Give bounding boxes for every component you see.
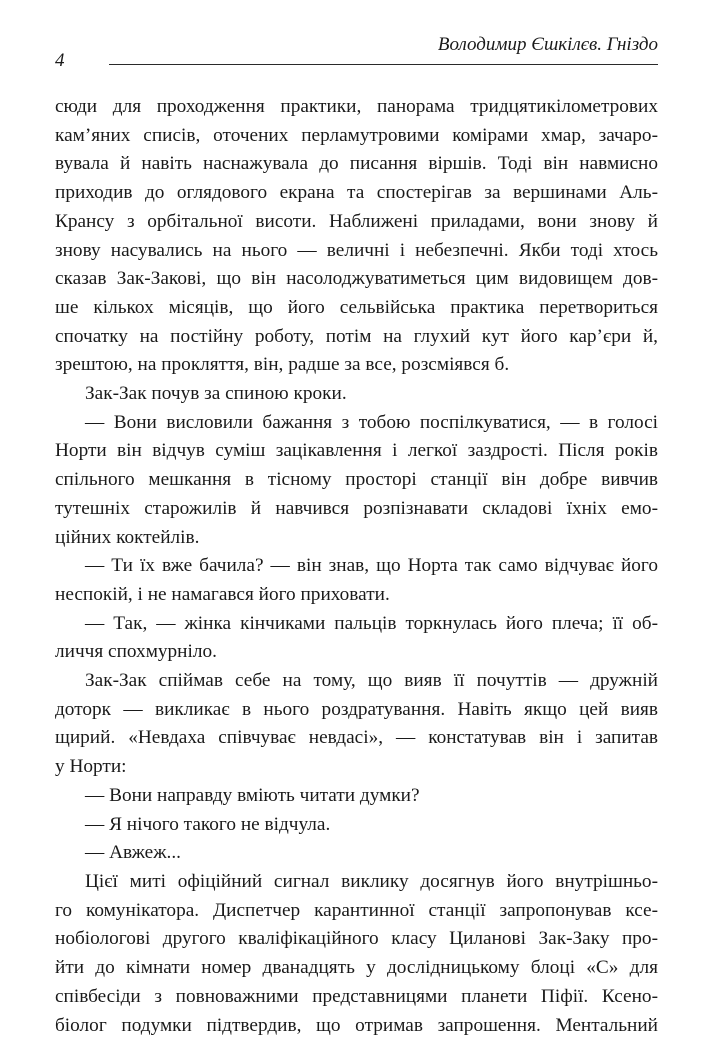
text-line: ційних коктейлів. (55, 524, 658, 553)
text-line: доторк — викликає в нього роздратування. Навіть якщо цей вияв (55, 696, 658, 725)
text-line: зрештою, на прокляття, він, радше за все, розсміявся б. (55, 351, 658, 380)
text-line: — Вони висловили бажання з тобою поспілкуватися, — в голосі (55, 409, 658, 438)
text-line: кам’яних списів, оточених перламутровими комірами хмар, зачаро- (55, 122, 658, 151)
text-line: Цієї миті офіційний сигнал виклику досягнув його внутрішньо- (55, 868, 658, 897)
text-line: — Я нічого такого не відчула. (55, 811, 658, 840)
text-line: біолог подумки підтвердив, що отримав запрошення. Ментальний (55, 1012, 658, 1040)
text-line: сказав Зак-Закові, що він насолоджуватиметься цим видовищем дов- (55, 265, 658, 294)
text-line: приходив до оглядового екрана та спостерігав за вершинами Аль- (55, 179, 658, 208)
text-line: вувала й навіть наснажувала до писання віршів. Тоді він навмисно (55, 150, 658, 179)
text-line: знову насувались на нього — величні і небезпечні. Якби тоді хтось (55, 237, 658, 266)
text-line: нобіологові другого кваліфікаційного класу Циланові Зак-Заку про- (55, 925, 658, 954)
text-line: співбесіди з повноважними представницями планети Піфії. Ксено- (55, 983, 658, 1012)
running-head: Володимир Єшкілєв. Гніздо (438, 34, 658, 56)
text-line: спільного мешкання в тісному просторі станції він добре вивчив (55, 466, 658, 495)
text-line: тутешніх старожилів й навчився розпізнавати складові їхніх емо- (55, 495, 658, 524)
text-line: спочатку на постійну роботу, потім на глухий кут його кар’єри й, (55, 323, 658, 352)
page-number: 4 (55, 50, 65, 72)
text-line: Крансу з орбітальної висоти. Наближені приладами, вони знову й (55, 208, 658, 237)
text-line: Зак-Зак спіймав себе на тому, що вияв її почуттів — дружній (55, 667, 658, 696)
text-line: — Ти їх вже бачила? — він знав, що Норта так само відчуває його (55, 552, 658, 581)
header-rule (109, 64, 658, 65)
text-line: Зак-Зак почув за спиною кроки. (55, 380, 658, 409)
text-line: Норти він відчув суміш зацікавлення і легкої заздрості. Після років (55, 437, 658, 466)
text-line: — Так, — жінка кінчиками пальців торкнулась його плеча; її об- (55, 610, 658, 639)
text-line: йти до кімнати номер дванадцять у дослідницькому блоці «С» для (55, 954, 658, 983)
text-line: го комунікатора. Диспетчер карантинної станції запропонував ксе- (55, 897, 658, 926)
text-line: — Вони направду вміють читати думки? (55, 782, 658, 811)
text-line: — Авжеж... (55, 839, 658, 868)
text-line: личчя спохмурніло. (55, 638, 658, 667)
body-text (55, 93, 658, 1040)
text-line: у Норти: (55, 753, 658, 782)
text-line: сюди для проходження практики, панорама тридцятикілометрових (55, 93, 658, 122)
text-line: неспокій, і не намагався його приховати. (55, 581, 658, 610)
text-line: ше кількох місяців, що його сельвійська практика перетвориться (55, 294, 658, 323)
text-line: щирий. «Невдаха співчуває невдасі», — констатував він і запитав (55, 724, 658, 753)
